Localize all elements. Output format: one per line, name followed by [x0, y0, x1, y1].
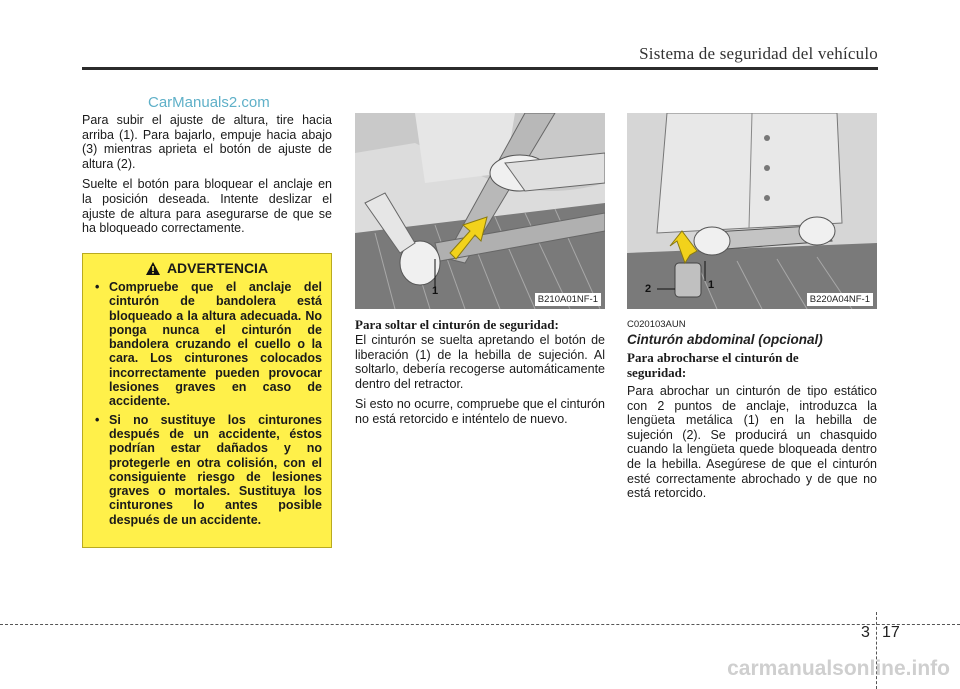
callout-1: 1 — [432, 285, 439, 297]
paragraph-fasten: Para abrochar un cinturón de tipo estático con 2 puntos de anclaje, introduzca la lengüeta metálica (1) en la hebilla de sujeción (2). Se producirá un chasquido cuando la lengüeta quede bloqueada dentro de la hebilla. Asegúrese de que el cinturón esté correctamente abrochado y de que no está retorcido. — [627, 384, 877, 501]
column-2-text — [355, 333, 605, 433]
warning-item: • Compruebe que el anclaje del cinturón de bandolera está bloqueado a la altura adecuada. No ponga nunca el cinturón de bandolera cruzando el cuello o la cara. Los cinturones colocados incorrectamente pueden provocar lesiones graves en caso de accidente. — [91, 280, 322, 409]
paragraph-release: El cinturón se suelta apretando el botón de liberación (1) de la hebilla de sujeción. Al soltarlo, debería recogerse automáticamente dentro del retractor. — [355, 333, 605, 391]
paragraph-release-button: Suelte el botón para bloquear el anclaje en la posición deseada. Intente deslizar el ajuste de altura para asegurarse de que se ha bloqueado correctamente. — [82, 177, 332, 236]
warning-list — [91, 280, 322, 527]
callout-2: 2 — [645, 283, 652, 295]
figure-code: B210A01NF-1 — [535, 293, 601, 306]
watermark-bottom: carmanualsonline.info — [727, 657, 950, 680]
section-header-title: Sistema de seguridad del vehículo — [639, 44, 878, 63]
warning-title — [91, 260, 322, 276]
header-rule — [82, 67, 878, 70]
footer-rule — [0, 624, 960, 625]
figure-release-belt-illustration — [355, 113, 605, 309]
figure-lap-belt-illustration — [627, 113, 877, 309]
column-3-text — [627, 384, 877, 507]
warning-box — [82, 253, 332, 548]
warning-title-text: ADVERTENCIA — [166, 260, 269, 276]
figure-lap-belt — [627, 113, 877, 309]
lap-belt-heading: Cinturón abdominal (opcional) — [627, 332, 823, 347]
watermark-top: CarManuals2.com — [148, 94, 270, 111]
paragraph-retry: Si esto no ocurre, compruebe que el cinturón no está retorcido e inténtelo de nuevo. — [355, 397, 605, 426]
fasten-subhead: Para abrocharse el cinturón de seguridad: — [627, 350, 799, 380]
page-number: 17 — [882, 624, 900, 641]
column-1-text — [82, 113, 332, 242]
chapter-number: 3 — [861, 624, 870, 641]
section-code: C020103AUN — [627, 319, 686, 330]
callout-1: 1 — [708, 279, 715, 291]
figure-release-belt — [355, 113, 605, 309]
figure-code: B220A04NF-1 — [807, 293, 873, 306]
warning-triangle-icon — [145, 261, 161, 276]
release-subhead: Para soltar el cinturón de seguridad: — [355, 317, 559, 332]
warning-item: • Si no sustituye los cinturones después de un accidente, éstos podrían estar dañados y no protegerle en otra colisión, con el consiguiente riesgo de lesiones graves o mortales. Sustituya los cinturones lo antes posible después de un accidente. — [91, 413, 322, 527]
paragraph-height-adjust: Para subir el ajuste de altura, tire hacia arriba (1). Para bajarlo, empuje hacia abajo (3) mientras aprieta el botón de ajuste de altura (2). — [82, 113, 332, 171]
